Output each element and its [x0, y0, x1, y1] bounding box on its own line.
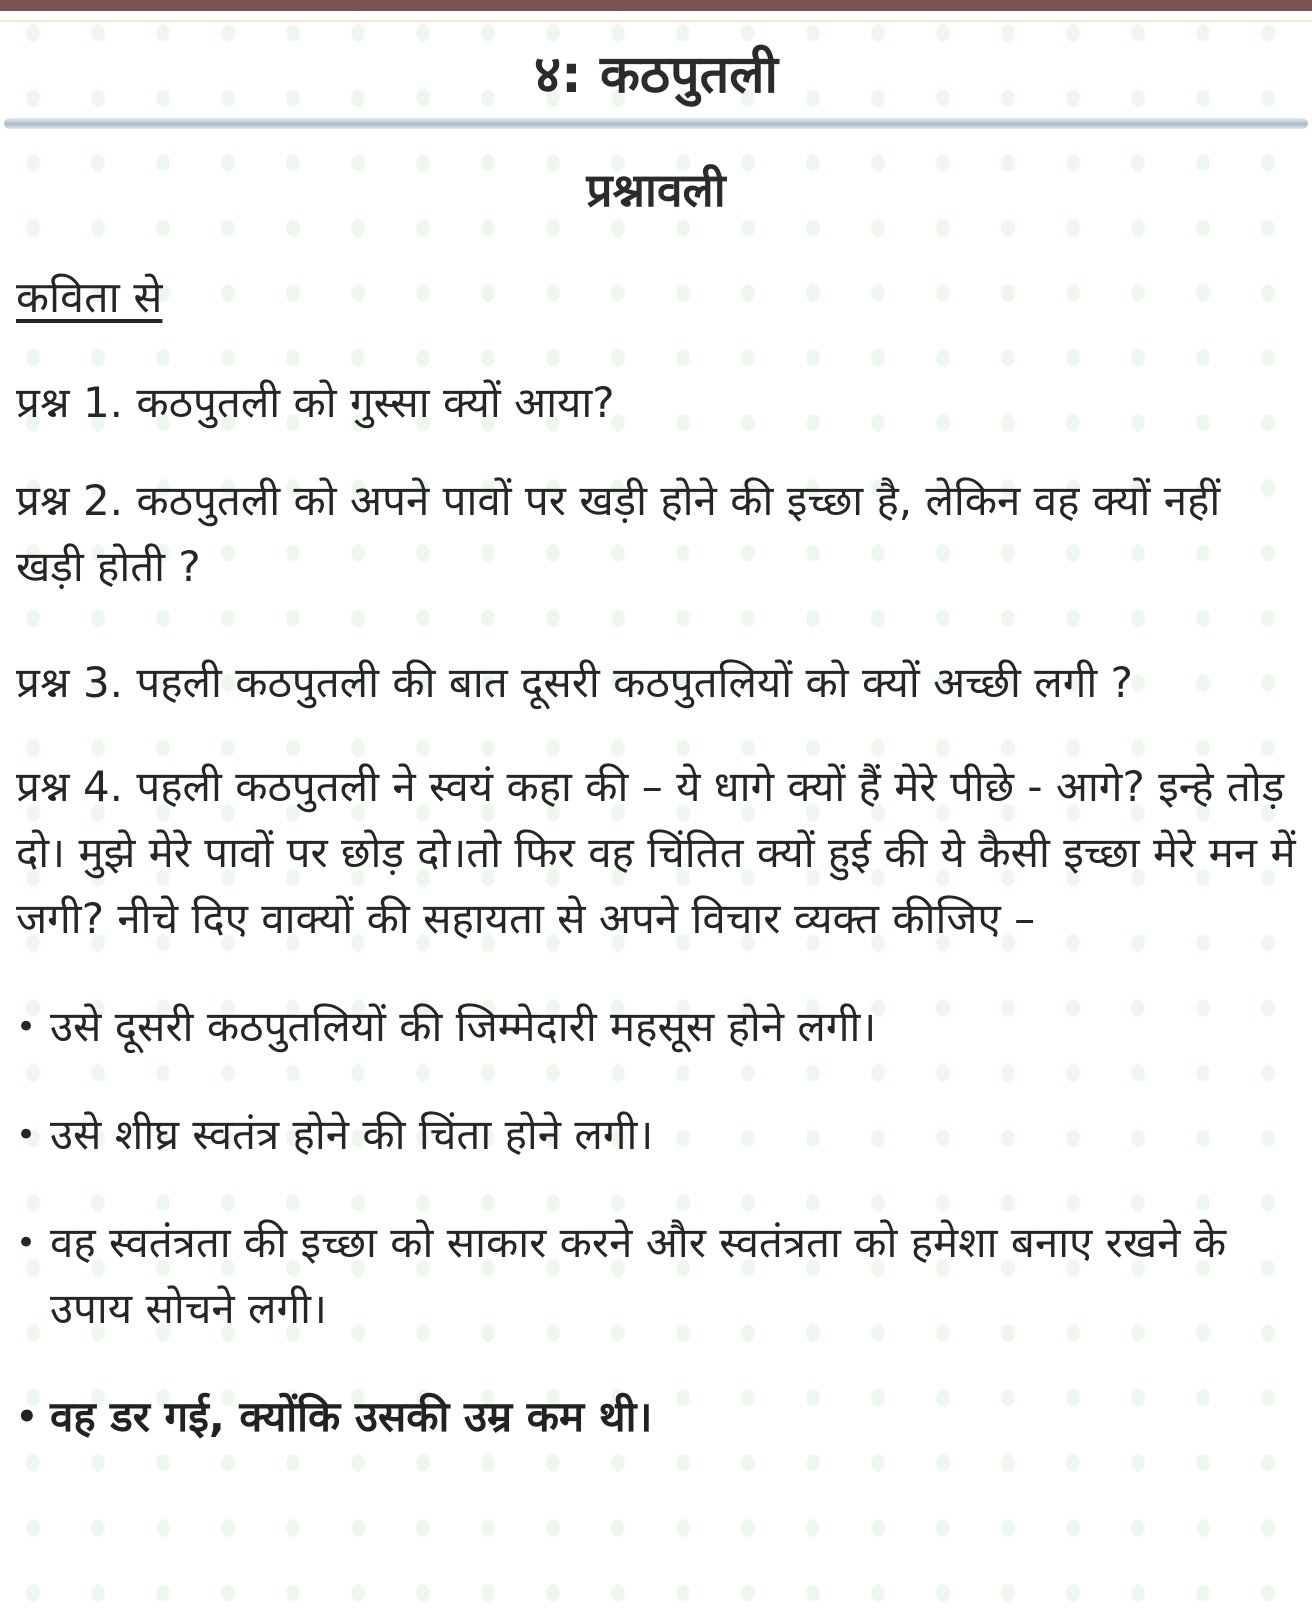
bullet-list [16, 994, 1296, 1450]
subtitle-heading: प्रश्नावली [586, 163, 726, 218]
list-item [16, 1210, 1296, 1342]
list-item [16, 994, 1296, 1060]
question-1: प्रश्न 1. कठपुतली को गुस्सा क्यों आया? [16, 378, 615, 428]
bullet-marker: • [16, 1223, 37, 1264]
list-item [16, 1102, 1296, 1168]
top-bar [0, 0, 1312, 11]
list-item [16, 1384, 1296, 1450]
top-accent-line [0, 20, 1312, 22]
section-heading-wrap [16, 219, 1296, 327]
section-heading: कविता से [16, 272, 163, 323]
question-2: प्रश्न 2. कठपुतली को अपने पावों पर खड़ी होने की इच्छा है, लेकिन वह क्यों नहीं खड़ी होती ? [16, 476, 1221, 592]
bullet-text: उसे दूसरी कठपुतलियों की जिम्मेदारी महसूस होने लगी। [50, 1002, 877, 1052]
question-3: प्रश्न 3. पहली कठपुतली की बात दूसरी कठपुतलियों को क्यों अच्छी लगी ? [16, 658, 1133, 708]
title-divider [4, 118, 1308, 129]
bullet-marker: • [16, 1115, 37, 1156]
question-4: प्रश्न 4. पहली कठपुतली ने स्वयं कहा की – ये धागे क्यों हैं मेरे पीछे - आगे? इन्हे तोड़ दो। मुझे मेरे पावों पर छोड़ दो।तो फिर वह चिंतित क्यों हुई की ये कैसी इच्छा मेरे मन में जगी? नीचे दिए वाक्यों की सहायता से अपने विचार व्यक्त कीजिए – [16, 762, 1296, 944]
bullet-text: वह स्वतंत्रता की इच्छा को साकार करने और स्वतंत्रता को हमेशा बनाए रखने के उपाय सोचने लगी। [50, 1218, 1227, 1334]
bullet-text: वह डर गई, क्योंकि उसकी उम्र कम थी। [50, 1392, 653, 1442]
page-title: ४: कठपुतली [534, 45, 778, 105]
bullet-marker: • [16, 1397, 38, 1438]
bullet-marker: • [16, 1007, 37, 1048]
document-page [0, 44, 1312, 1450]
bullet-text: उसे शीघ्र स्वतंत्र होने की चिंता होने लगी। [50, 1110, 654, 1160]
